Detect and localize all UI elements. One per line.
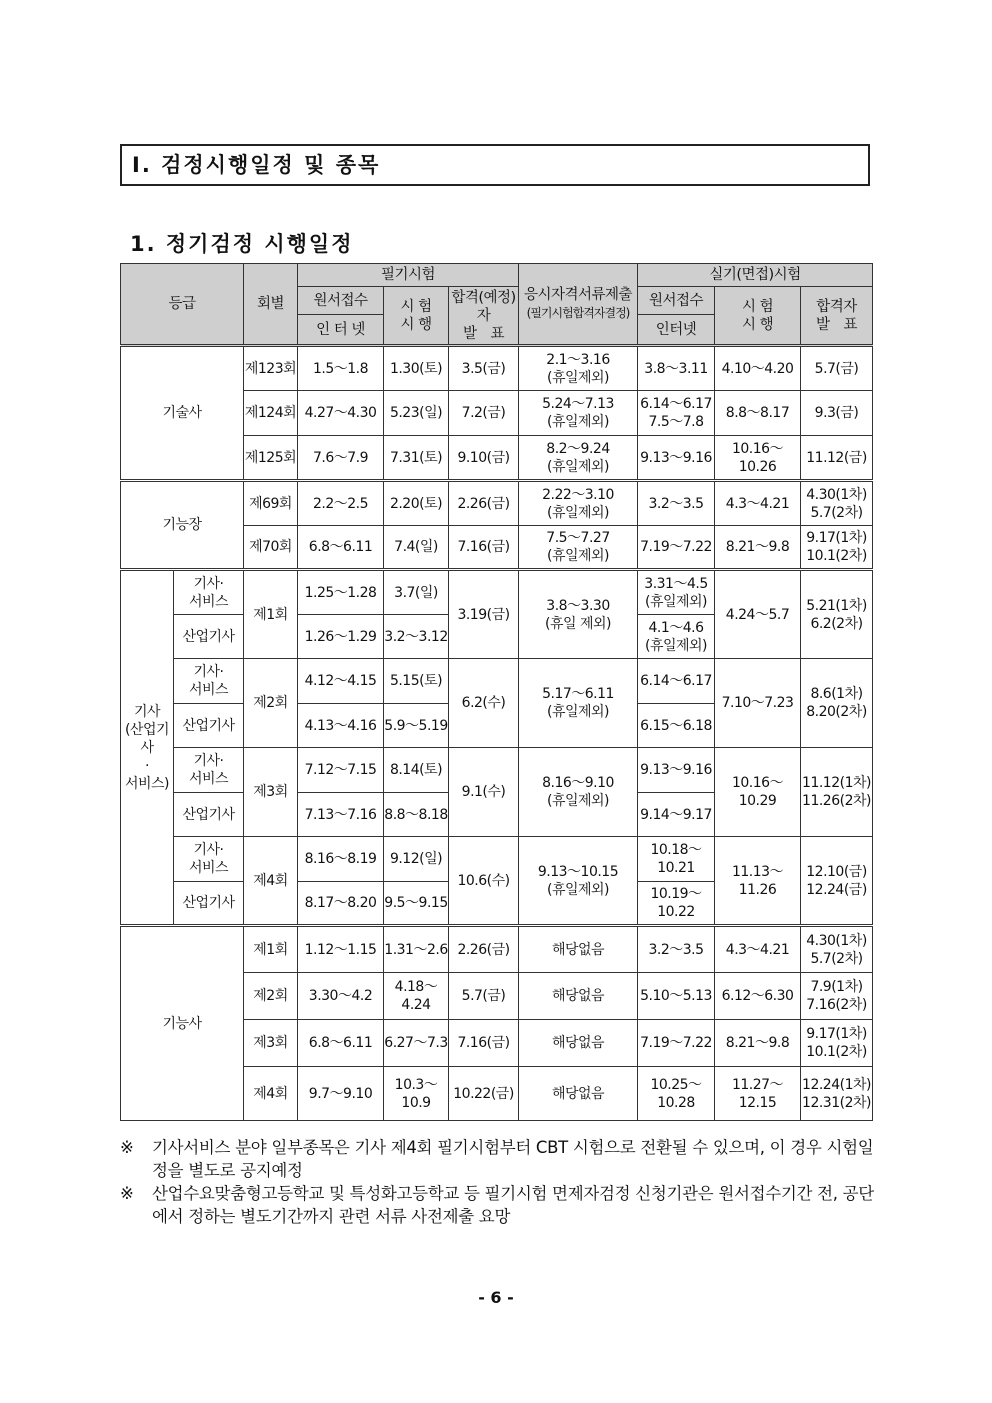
- table-cell: 9.13～9.16: [638, 436, 715, 481]
- schedule-table: [120, 263, 873, 1121]
- header-grade: 등급: [121, 264, 244, 346]
- table-cell: 해당없음: [519, 1020, 638, 1067]
- table-cell: 10.25～10.28: [638, 1067, 715, 1121]
- table-cell: 8.2～9.24 (휴일제외): [519, 436, 638, 481]
- table-cell: 3.8～3.11: [638, 346, 715, 391]
- table-cell: 3.2～3.12: [384, 615, 449, 659]
- table-cell: 4.27～4.30: [298, 391, 384, 436]
- table-cell: 11.12(금): [801, 436, 873, 481]
- note-item: ※ 산업수요맞춤형고등학교 및 특성화고등학교 등 필기시험 면제자검정 신청기관은 원서접수기간 전, 공단에서 정하는 별도기간까지 관련 서류 사전제출 요망: [120, 1184, 874, 1226]
- table-cell: 9.17(1차) 10.1(2차): [801, 526, 873, 570]
- table-cell: 1.30(토): [384, 346, 449, 391]
- header-written-pass: 합격(예정)자 발 표: [449, 287, 519, 346]
- round-cell: 제1회: [244, 926, 298, 973]
- grade-label: 기사 (산업기사 · 서비스): [121, 570, 174, 926]
- header-written: 필기시험: [298, 264, 519, 287]
- header-practical-exam: 시 험 시 행: [715, 287, 801, 346]
- table-cell: 6.12～6.30: [715, 973, 801, 1020]
- table-cell: 4.10～4.20: [715, 346, 801, 391]
- table-cell: 2.20(토): [384, 481, 449, 526]
- table-cell: 8.16～9.10 (휴일제외): [519, 748, 638, 837]
- grade-label: 기능사: [121, 926, 244, 1121]
- sub-grade-label: 기사· 서비스: [174, 659, 244, 704]
- table-cell: 8.8～8.17: [715, 391, 801, 436]
- table-cell: 4.13～4.16: [298, 704, 384, 748]
- table-cell: 해당없음: [519, 926, 638, 973]
- table-cell: 9.5～9.15: [384, 882, 449, 926]
- table-row: [121, 481, 873, 526]
- table-cell: 3.7(일): [384, 570, 449, 615]
- sub-grade-label: 산업기사: [174, 704, 244, 748]
- round-cell: 제1회: [244, 570, 298, 659]
- header-written-apply-sub: 인 터 넷: [298, 315, 384, 346]
- table-cell: 2.1～3.16 (휴일제외): [519, 346, 638, 391]
- header-practical-apply-sub: 인터넷: [638, 315, 715, 346]
- sub-grade-label: 기사· 서비스: [174, 748, 244, 793]
- table-cell: 10.3～10.9: [384, 1067, 449, 1121]
- table-cell: 7.9(1차) 7.16(2차): [801, 973, 873, 1020]
- table-cell: 7.19～7.22: [638, 526, 715, 570]
- table-cell: 3.31～4.5 (휴일제외): [638, 570, 715, 615]
- round-cell: 제69회: [244, 481, 298, 526]
- table-cell: 4.1～4.6 (휴일제외): [638, 615, 715, 659]
- table-cell: 10.18～10.21: [638, 837, 715, 882]
- table-cell: 4.24～5.7: [715, 570, 801, 659]
- table-cell: 7.6～7.9: [298, 436, 384, 481]
- page-number: - 6 -: [478, 1288, 514, 1307]
- table-cell: 9.17(1차) 10.1(2차): [801, 1020, 873, 1067]
- table-cell: 5.17～6.11 (휴일제외): [519, 659, 638, 748]
- table-cell: 9.13～10.15 (휴일제외): [519, 837, 638, 926]
- header-practical: 실기(면접)시험: [638, 264, 873, 287]
- table-cell: 8.16～8.19: [298, 837, 384, 882]
- table-cell: 3.5(금): [449, 346, 519, 391]
- table-cell: 5.15(토): [384, 659, 449, 704]
- table-cell: 6.14～6.17: [638, 659, 715, 704]
- table-cell: 2.22～3.10 (휴일제외): [519, 481, 638, 526]
- table-row: [121, 659, 873, 704]
- table-cell: 7.10～7.23: [715, 659, 801, 748]
- round-cell: 제70회: [244, 526, 298, 570]
- round-cell: 제4회: [244, 837, 298, 926]
- round-cell: 제123회: [244, 346, 298, 391]
- notes: [120, 1136, 880, 1228]
- table-cell: 4.12～4.15: [298, 659, 384, 704]
- table-cell: 4.30(1차) 5.7(2차): [801, 481, 873, 526]
- grade-label: 기능장: [121, 481, 244, 570]
- table-cell: 9.13～9.16: [638, 748, 715, 793]
- table-cell: 3.19(금): [449, 570, 519, 659]
- table-cell: 10.6(수): [449, 837, 519, 926]
- table-cell: 해당없음: [519, 973, 638, 1020]
- table-cell: 4.30(1차) 5.7(2차): [801, 926, 873, 973]
- table-cell: 4.3～4.21: [715, 481, 801, 526]
- table-cell: 11.13～11.26: [715, 837, 801, 926]
- sub-grade-label: 산업기사: [174, 793, 244, 837]
- table-cell: 9.1(수): [449, 748, 519, 837]
- section-title: Ⅰ. 검정시행일정 및 종목: [120, 144, 870, 186]
- sub-grade-label: 산업기사: [174, 882, 244, 926]
- table-cell: 1.12～1.15: [298, 926, 384, 973]
- table-cell: 7.19～7.22: [638, 1020, 715, 1067]
- table-cell: 6.8～6.11: [298, 1020, 384, 1067]
- table-cell: 3.30～4.2: [298, 973, 384, 1020]
- table-cell: 3.2～3.5: [638, 481, 715, 526]
- table-cell: 해당없음: [519, 1067, 638, 1121]
- table-cell: 8.14(토): [384, 748, 449, 793]
- table-cell: 1.26～1.29: [298, 615, 384, 659]
- table-cell: 1.31～2.6: [384, 926, 449, 973]
- round-cell: 제125회: [244, 436, 298, 481]
- table-cell: 10.16～10.29: [715, 748, 801, 837]
- table-cell: 5.9～5.19: [384, 704, 449, 748]
- table-cell: 7.4(일): [384, 526, 449, 570]
- table-cell: 2.26(금): [449, 481, 519, 526]
- table-cell: 6.14～6.17 7.5～7.8: [638, 391, 715, 436]
- table-row: [121, 926, 873, 973]
- table-cell: 5.24～7.13 (휴일제외): [519, 391, 638, 436]
- table-cell: 4.3～4.21: [715, 926, 801, 973]
- table-cell: 7.12～7.15: [298, 748, 384, 793]
- round-cell: 제3회: [244, 1020, 298, 1067]
- table-cell: 5.23(일): [384, 391, 449, 436]
- header-docs: 응시자격서류제출 (필기시험합격자결정): [519, 264, 638, 346]
- table-cell: 10.19～10.22: [638, 882, 715, 926]
- table-cell: 10.16～10.26: [715, 436, 801, 481]
- table-cell: 12.24(1차) 12.31(2차): [801, 1067, 873, 1121]
- table-cell: 9.3(금): [801, 391, 873, 436]
- table-cell: 4.18～4.24: [384, 973, 449, 1020]
- grade-label: 기술사: [121, 346, 244, 481]
- table-cell: 7.2(금): [449, 391, 519, 436]
- round-cell: 제4회: [244, 1067, 298, 1121]
- table-cell: 9.12(일): [384, 837, 449, 882]
- table-cell: 6.2(수): [449, 659, 519, 748]
- header-practical-pass: 합격자 발 표: [801, 287, 873, 346]
- header-written-apply: 원서접수: [298, 287, 384, 315]
- round-cell: 제2회: [244, 659, 298, 748]
- round-cell: 제2회: [244, 973, 298, 1020]
- table-cell: 6.15～6.18: [638, 704, 715, 748]
- table-cell: 1.5～1.8: [298, 346, 384, 391]
- table-cell: 3.8～3.30 (휴일 제외): [519, 570, 638, 659]
- table-cell: 8.8～8.18: [384, 793, 449, 837]
- table-cell: 9.10(금): [449, 436, 519, 481]
- table-cell: 12.10(금) 12.24(금): [801, 837, 873, 926]
- table-cell: 7.5～7.27 (휴일제외): [519, 526, 638, 570]
- table-cell: 9.14～9.17: [638, 793, 715, 837]
- table-row: [121, 748, 873, 793]
- header-written-exam: 시 험 시 행: [384, 287, 449, 346]
- header-round: 회별: [244, 264, 298, 346]
- round-cell: 제124회: [244, 391, 298, 436]
- table-row: [121, 837, 873, 882]
- table-cell: 2.2～2.5: [298, 481, 384, 526]
- table-cell: 7.16(금): [449, 1020, 519, 1067]
- table-cell: 5.7(금): [449, 973, 519, 1020]
- table-cell: 11.12(1차) 11.26(2차): [801, 748, 873, 837]
- table-cell: 8.6(1차) 8.20(2차): [801, 659, 873, 748]
- table-cell: 8.17～8.20: [298, 882, 384, 926]
- note-item: ※ 기사서비스 분야 일부종목은 기사 제4회 필기시험부터 CBT 시험으로 전환될 수 있으며, 이 경우 시험일정을 별도로 공지예정: [120, 1138, 874, 1180]
- table-cell: 5.21(1차) 6.2(2차): [801, 570, 873, 659]
- table-cell: 1.25～1.28: [298, 570, 384, 615]
- table-row: [121, 346, 873, 391]
- table-cell: 8.21～9.8: [715, 526, 801, 570]
- table-cell: 9.7～9.10: [298, 1067, 384, 1121]
- table-row: [121, 570, 873, 615]
- table-cell: 8.21～9.8: [715, 1020, 801, 1067]
- table-cell: 3.2～3.5: [638, 926, 715, 973]
- table-cell: 5.7(금): [801, 346, 873, 391]
- table-cell: 10.22(금): [449, 1067, 519, 1121]
- table-cell: 5.10～5.13: [638, 973, 715, 1020]
- table-cell: 7.16(금): [449, 526, 519, 570]
- round-cell: 제3회: [244, 748, 298, 837]
- sub-grade-label: 기사· 서비스: [174, 837, 244, 882]
- table-cell: 11.27～12.15: [715, 1067, 801, 1121]
- table-cell: 7.31(토): [384, 436, 449, 481]
- header-practical-apply: 원서접수: [638, 287, 715, 315]
- table-cell: 2.26(금): [449, 926, 519, 973]
- table-cell: 6.27～7.3: [384, 1020, 449, 1067]
- subsection-title: 1. 정기검정 시행일정: [130, 232, 354, 256]
- sub-grade-label: 기사· 서비스: [174, 570, 244, 615]
- table-cell: 7.13～7.16: [298, 793, 384, 837]
- table-cell: 6.8～6.11: [298, 526, 384, 570]
- sub-grade-label: 산업기사: [174, 615, 244, 659]
